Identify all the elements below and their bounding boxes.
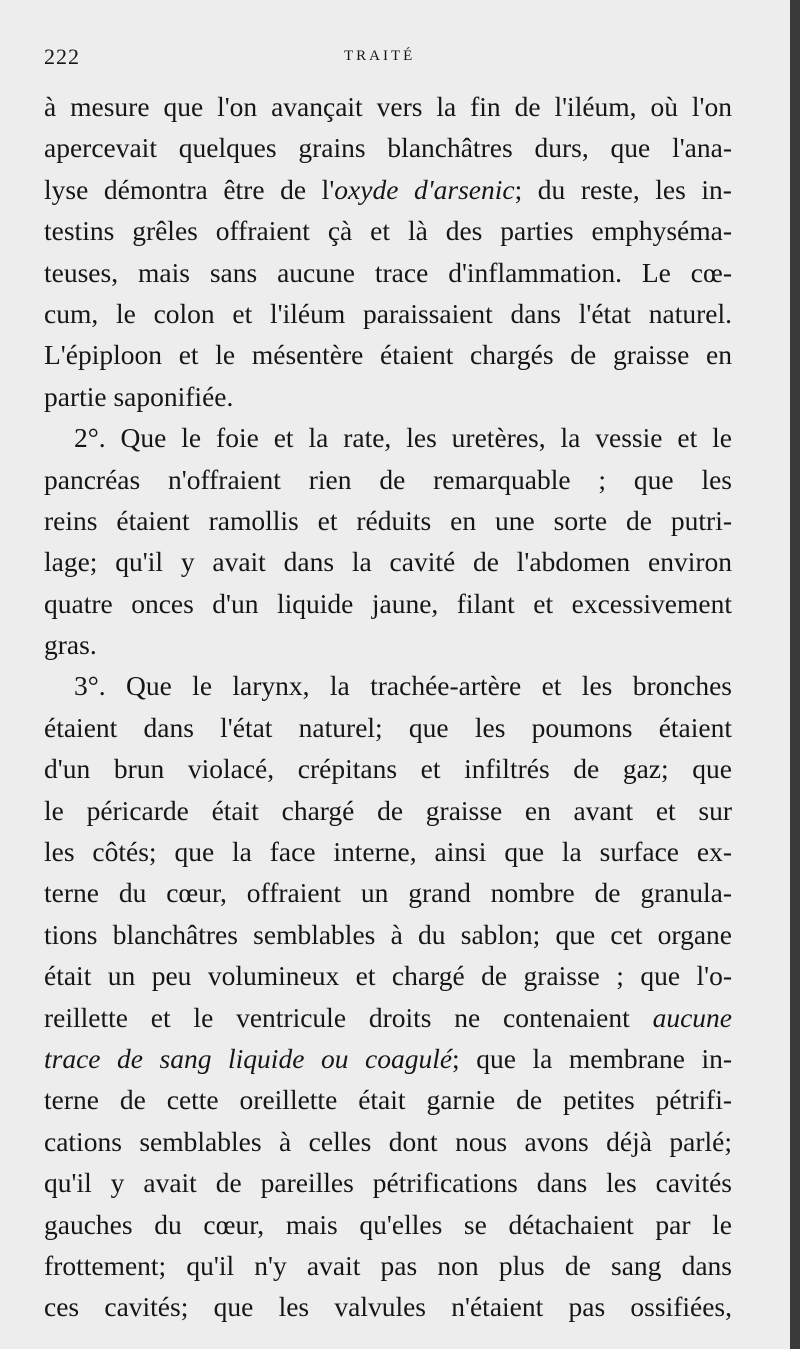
text-segment: quatre onces d'un liquide jaune, filant et excessivement: [44, 587, 732, 619]
running-title: TRAITÉ: [344, 48, 416, 64]
text-segment: terne de cette oreillette était garnie de petites pétrifi-: [44, 1084, 732, 1116]
text-line: [44, 872, 732, 913]
text-line: [44, 334, 732, 375]
text-line: [44, 86, 732, 127]
text-line: [44, 624, 732, 665]
text-segment: teuses, mais sans aucune trace d'inflammation. Le cœ-: [44, 256, 732, 288]
text-line: [44, 665, 732, 706]
body-text: [44, 86, 732, 1328]
text-segment: 3°. Que le larynx, la trachée-artère et les bronches: [74, 670, 732, 702]
text-segment: ces cavités; que les valvules n'étaient pas ossifiées,: [44, 1291, 732, 1323]
text-segment: reins étaient ramollis et réduits en une sorte de putri-: [44, 504, 732, 536]
text-line: [44, 169, 732, 210]
text-line: [44, 500, 732, 541]
text-line: [44, 707, 732, 748]
page-header: [44, 44, 734, 74]
text-segment: 2°. Que le foie et la rate, les uretères, la vessie et le: [74, 422, 732, 454]
text-segment: terne du cœur, offraient un grand nombre de granula-: [44, 877, 732, 909]
text-segment: L'épiploon et le mésentère étaient chargés de graisse en: [44, 339, 732, 371]
text-segment: testins grêles offraient çà et là des parties emphyséma-: [44, 215, 732, 247]
italic-text-segment: trace de sang liquide ou coagulé: [44, 1042, 453, 1074]
text-segment: apercevait quelques grains blanchâtres durs, que l'ana-: [44, 132, 732, 164]
text-segment: pancréas n'offraient rien de remarquable ; que les: [44, 463, 732, 495]
text-segment: cations semblables à celles dont nous avons déjà parlé;: [44, 1125, 732, 1157]
text-segment: étaient dans l'état naturel; que les poumons étaient: [44, 711, 732, 743]
text-segment: à mesure que l'on avançait vers la fin de l'iléum, où l'on: [44, 91, 732, 122]
text-line: [44, 417, 732, 458]
text-segment: ; du reste, les in-: [514, 173, 732, 205]
text-line: [44, 1162, 732, 1203]
text-segment: tions blanchâtres semblables à du sablon; que cet organe: [44, 918, 732, 950]
text-line: [44, 293, 732, 334]
text-line: [44, 127, 732, 168]
text-segment: reillette et le ventricule droits ne contenaient: [44, 1001, 653, 1033]
text-segment: ; que la membrane in-: [452, 1042, 733, 1074]
page-number: 222: [44, 44, 80, 69]
text-segment: était un peu volumineux et chargé de graisse ; que l'o-: [44, 960, 732, 992]
text-segment: lyse démontra être de l': [44, 173, 335, 205]
text-segment: frottement; qu'il n'y avait pas non plus de sang dans: [44, 1249, 732, 1281]
text-line: [44, 914, 732, 955]
text-line: [44, 1204, 732, 1245]
text-segment: gras.: [44, 629, 97, 661]
text-line: [44, 955, 732, 996]
text-segment: les côtés; que la face interne, ainsi que la surface ex-: [44, 836, 732, 868]
text-line: [44, 790, 732, 831]
italic-text-segment: oxyde d'arsenic: [334, 173, 515, 205]
text-segment: gauches du cœur, mais qu'elles se détachaient par le: [44, 1208, 732, 1240]
text-segment: partie saponifiée.: [44, 380, 234, 412]
text-line: [44, 997, 732, 1038]
text-segment: lage; qu'il y avait dans la cavité de l'abdomen environ: [44, 546, 732, 578]
text-line: [44, 1079, 732, 1120]
text-line: [44, 583, 732, 624]
text-line: [44, 748, 732, 789]
text-segment: le péricarde était chargé de graisse en avant et sur: [44, 794, 732, 826]
text-segment: d'un brun violacé, crépitans et infiltrés de gaz; que: [44, 753, 732, 785]
text-line: [44, 1121, 732, 1162]
text-line: [44, 831, 732, 872]
text-line: [44, 541, 732, 582]
text-line: [44, 376, 732, 417]
text-line: [44, 1286, 732, 1327]
text-line: [44, 252, 732, 293]
text-segment: qu'il y avait de pareilles pétrifications dans les cavités: [44, 1167, 732, 1199]
italic-text-segment: aucune: [652, 1001, 732, 1033]
text-segment: cum, le colon et l'iléum paraissaient dans l'état naturel.: [44, 297, 732, 329]
text-line: [44, 1245, 732, 1286]
text-line: [44, 1038, 732, 1079]
text-line: [44, 210, 732, 251]
text-line: [44, 459, 732, 500]
